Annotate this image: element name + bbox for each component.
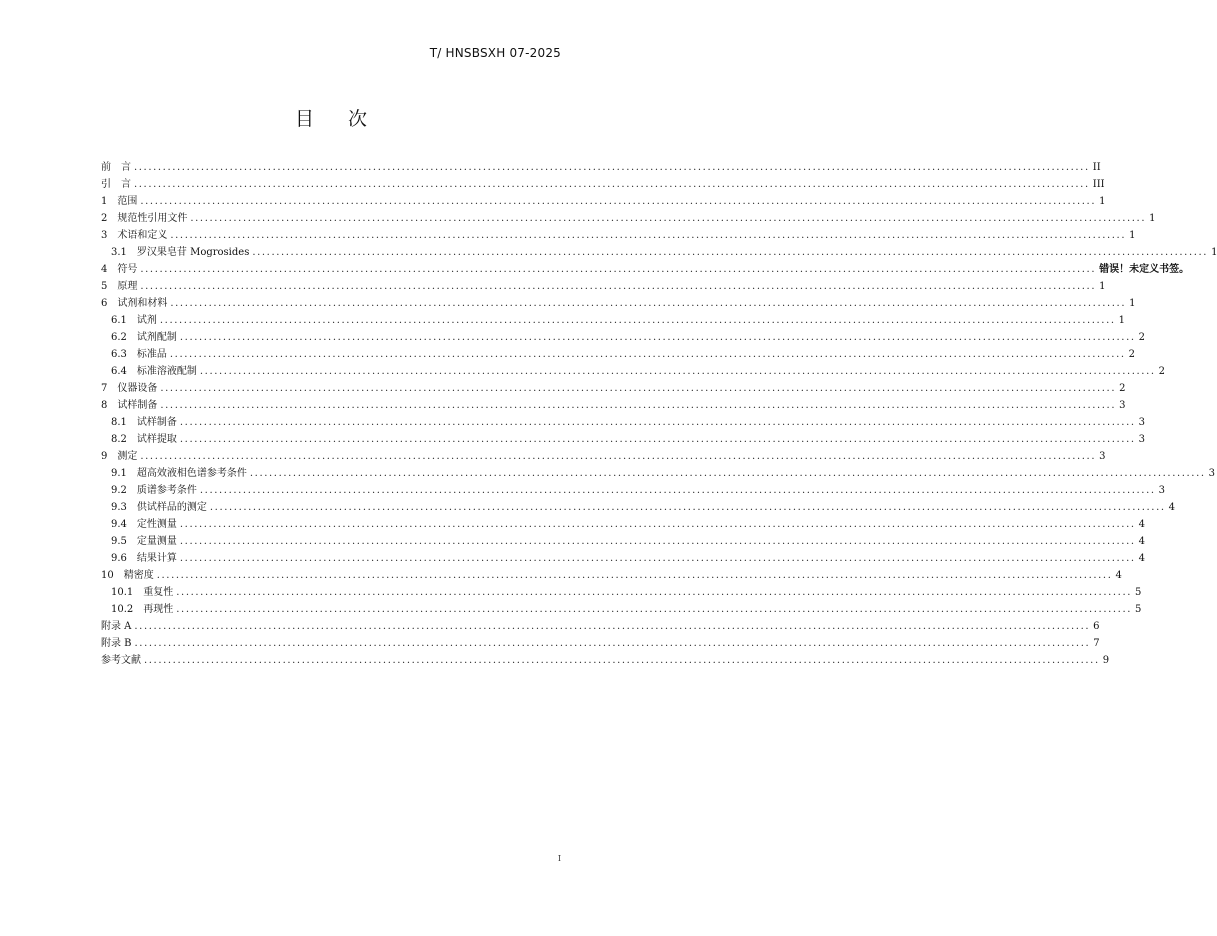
toc-dot-leader: ........................................................................................................................................................................................................	[160, 400, 1117, 411]
toc-entry[interactable]	[101, 601, 1142, 618]
toc-dot-leader: ........................................................................................................................................................................................................	[134, 179, 1090, 190]
toc-entry-page: 3	[1158, 485, 1166, 496]
toc-entry-page: 1	[1099, 196, 1106, 207]
toc-title	[0, 104, 662, 131]
toc-entry-page: 7	[1093, 638, 1100, 649]
toc-dot-leader: ........................................................................................................................................................................................................	[140, 451, 1097, 462]
toc-entry-page: 3	[1138, 417, 1146, 428]
toc-entry-title: 范围	[117, 196, 138, 207]
toc-entry-number: 6.4	[111, 366, 127, 377]
toc-entry-page: 1	[1099, 281, 1106, 292]
toc-entry-page: 4	[1138, 519, 1146, 530]
toc-dot-leader: ........................................................................................................................................................................................................	[209, 502, 1166, 513]
toc-dot-leader: ........................................................................................................................................................................................................	[134, 621, 1091, 632]
toc-entry[interactable]	[101, 533, 1146, 550]
toc-entry-title: 重复性	[143, 587, 174, 598]
toc-entry[interactable]	[101, 465, 1216, 482]
toc-entry-title: 标准品	[136, 349, 167, 360]
toc-entry-number: 6.3	[111, 349, 127, 360]
toc-dot-leader: ........................................................................................................................................................................................................	[179, 536, 1136, 547]
toc-entry-number: 9	[101, 451, 108, 462]
toc-entry-title: 术语和定义	[117, 230, 168, 241]
toc-entry-number: 2	[101, 213, 108, 224]
toc-entry-title: 仪器设备	[117, 383, 158, 394]
toc-entry-title: 原理	[117, 281, 138, 292]
toc-dot-leader: ........................................................................................................................................................................................................	[144, 655, 1100, 666]
toc-dot-leader: ........................................................................................................................................................................................................	[199, 485, 1156, 496]
toc-entry-number: 3.1	[111, 247, 127, 258]
toc-entry-number: 1	[101, 196, 108, 207]
toc-entry[interactable]	[101, 295, 1136, 312]
toc-entry-number: 9.4	[111, 519, 127, 530]
toc-entry-page: 1	[1211, 247, 1217, 258]
toc-entry-page: II	[1092, 162, 1101, 173]
toc-entry-title: 质谱参考条件	[136, 485, 197, 496]
toc-dot-leader: ........................................................................................................................................................................................................	[134, 162, 1090, 173]
toc-entry-title: 罗汉果皂苷 Mogrosides	[136, 247, 250, 258]
toc-dot-leader: ........................................................................................................................................................................................................	[179, 417, 1136, 428]
toc-entry-title: 试剂配制	[136, 332, 177, 343]
toc-entry-title: 定性测量	[136, 519, 177, 530]
toc-entry[interactable]	[101, 414, 1146, 431]
toc-entry-title: 精密度	[123, 570, 154, 581]
toc-entry-page: 2	[1158, 366, 1166, 377]
toc-entry-number: 9.6	[111, 553, 127, 564]
toc-entry-title: 附录 B	[101, 638, 132, 649]
toc-dot-leader: ........................................................................................................................................................................................................	[179, 434, 1136, 445]
toc-entry[interactable]	[101, 584, 1142, 601]
toc-entry-page: 4	[1168, 502, 1176, 513]
toc-entry-number: 5	[101, 281, 108, 292]
toc-entry-title: 附录 A	[101, 621, 132, 632]
toc-entry-number: 6	[101, 298, 108, 309]
toc-entry-number: 6.1	[111, 315, 127, 326]
toc-entry-number: 3	[101, 230, 108, 241]
table-of-contents	[101, 159, 1217, 669]
toc-dot-leader: ........................................................................................................................................................................................................	[190, 213, 1147, 224]
toc-entry[interactable]	[101, 499, 1176, 516]
toc-entry[interactable]	[101, 516, 1146, 533]
toc-entry[interactable]	[101, 448, 1106, 465]
toc-dot-leader: ........................................................................................................................................................................................................	[160, 383, 1117, 394]
toc-entry[interactable]	[101, 193, 1106, 210]
toc-entry-title: 试样制备	[117, 400, 158, 411]
toc-entry-number: 9.5	[111, 536, 127, 547]
toc-title-char-1: 目	[294, 108, 314, 130]
toc-dot-leader: ........................................................................................................................................................................................................	[140, 281, 1097, 292]
toc-entry-number: 8.1	[111, 417, 127, 428]
toc-entry-title: 测定	[117, 451, 138, 462]
toc-entry-title: 定量测量	[136, 536, 177, 547]
toc-entry-page: 2	[1138, 332, 1146, 343]
toc-dot-leader: ........................................................................................................................................................................................................	[176, 604, 1133, 615]
toc-entry[interactable]	[101, 210, 1156, 227]
toc-entry-number: 9.1	[111, 468, 127, 479]
toc-entry-number: 4	[101, 264, 108, 275]
toc-entry[interactable]	[101, 227, 1136, 244]
toc-entry-page: III	[1092, 179, 1105, 190]
toc-entry-page: 3	[1208, 468, 1216, 479]
toc-dot-leader: ........................................................................................................................................................................................................	[140, 264, 1097, 275]
toc-entry-number: 10.1	[111, 587, 134, 598]
toc-entry-page: 2	[1119, 383, 1126, 394]
toc-entry-page: 2	[1128, 349, 1136, 360]
toc-entry-page: 1	[1129, 298, 1136, 309]
toc-entry-page: 1	[1149, 213, 1156, 224]
toc-entry-number: 8	[101, 400, 108, 411]
toc-entry-title: 再现性	[143, 604, 174, 615]
toc-entry-page: 5	[1135, 604, 1142, 615]
page-number: I	[557, 854, 561, 863]
toc-dot-leader: ........................................................................................................................................................................................................	[249, 468, 1206, 479]
toc-title-char-2: 次	[348, 108, 368, 130]
toc-entry-title: 试剂和材料	[117, 298, 168, 309]
toc-entry-page: 3	[1119, 400, 1126, 411]
toc-entry[interactable]	[101, 329, 1146, 346]
standard-code: T/ HNSBSXH 07-2025	[429, 46, 561, 60]
toc-dot-leader: ........................................................................................................................................................................................................	[179, 519, 1136, 530]
toc-entry[interactable]	[101, 363, 1166, 380]
toc-entry[interactable]	[101, 346, 1136, 363]
toc-entry-title: 参考文献	[101, 655, 141, 666]
toc-entry-page: 1	[1118, 315, 1126, 326]
toc-dot-leader: ........................................................................................................................................................................................................	[179, 332, 1136, 343]
toc-dot-leader: ........................................................................................................................................................................................................	[252, 247, 1209, 258]
toc-entry-page: 5	[1135, 587, 1142, 598]
toc-entry-title: 前 言	[101, 162, 131, 173]
toc-entry[interactable]	[101, 652, 1110, 669]
toc-entry[interactable]	[101, 244, 1217, 261]
toc-entry[interactable]	[101, 567, 1122, 584]
toc-entry-page: 4	[1138, 553, 1146, 564]
toc-entry-page: 4	[1115, 570, 1122, 581]
toc-entry-page: 3	[1099, 451, 1106, 462]
toc-entry-title: 标准溶液配制	[136, 366, 197, 377]
toc-dot-leader: ........................................................................................................................................................................................................	[170, 230, 1127, 241]
toc-entry[interactable]	[101, 635, 1100, 652]
toc-dot-leader: ........................................................................................................................................................................................................	[179, 553, 1136, 564]
toc-entry[interactable]	[101, 380, 1126, 397]
toc-dot-leader: ........................................................................................................................................................................................................	[170, 298, 1127, 309]
toc-entry-number: 8.2	[111, 434, 127, 445]
toc-entry[interactable]	[101, 261, 1190, 278]
toc-entry-title: 试剂	[136, 315, 157, 326]
toc-entry[interactable]	[101, 176, 1105, 193]
toc-dot-leader: ........................................................................................................................................................................................................	[176, 587, 1133, 598]
toc-entry-title: 规范性引用文件	[117, 213, 188, 224]
toc-entry-number: 10	[101, 570, 114, 581]
toc-entry-page: 4	[1138, 536, 1146, 547]
toc-entry[interactable]	[101, 431, 1146, 448]
toc-entry-number: 6.2	[111, 332, 127, 343]
toc-entry[interactable]	[101, 278, 1106, 295]
toc-entry-page: 3	[1138, 434, 1146, 445]
toc-entry-number: 10.2	[111, 604, 134, 615]
toc-dot-leader: ........................................................................................................................................................................................................	[169, 349, 1126, 360]
toc-entry[interactable]	[101, 482, 1166, 499]
toc-entry-number: 7	[101, 383, 108, 394]
toc-entry-title: 试样制备	[136, 417, 177, 428]
toc-entry[interactable]	[101, 312, 1126, 329]
toc-dot-leader: ........................................................................................................................................................................................................	[140, 196, 1097, 207]
toc-entry-title: 供试样品的测定	[136, 502, 207, 513]
toc-entry[interactable]	[101, 397, 1126, 414]
toc-entry-title: 超高效液相色谱参考条件	[136, 468, 247, 479]
toc-entry-number: 9.2	[111, 485, 127, 496]
toc-entry[interactable]	[101, 159, 1101, 176]
toc-entry-page: 9	[1102, 655, 1110, 666]
toc-entry-title: 结果计算	[136, 553, 177, 564]
toc-entry-title: 试样提取	[136, 434, 177, 445]
toc-dot-leader: ........................................................................................................................................................................................................	[159, 315, 1116, 326]
toc-entry[interactable]	[101, 550, 1146, 567]
toc-entry-number: 9.3	[111, 502, 127, 513]
toc-entry-page: 6	[1093, 621, 1100, 632]
toc-entry[interactable]	[101, 618, 1100, 635]
toc-entry-page: 错误！未定义书签。	[1099, 264, 1190, 275]
toc-dot-leader: ........................................................................................................................................................................................................	[156, 570, 1113, 581]
toc-dot-leader: ........................................................................................................................................................................................................	[199, 366, 1156, 377]
toc-entry-page: 1	[1129, 230, 1136, 241]
toc-entry-title: 引 言	[101, 179, 131, 190]
toc-entry-title: 符号	[117, 264, 138, 275]
toc-dot-leader: ........................................................................................................................................................................................................	[134, 638, 1091, 649]
